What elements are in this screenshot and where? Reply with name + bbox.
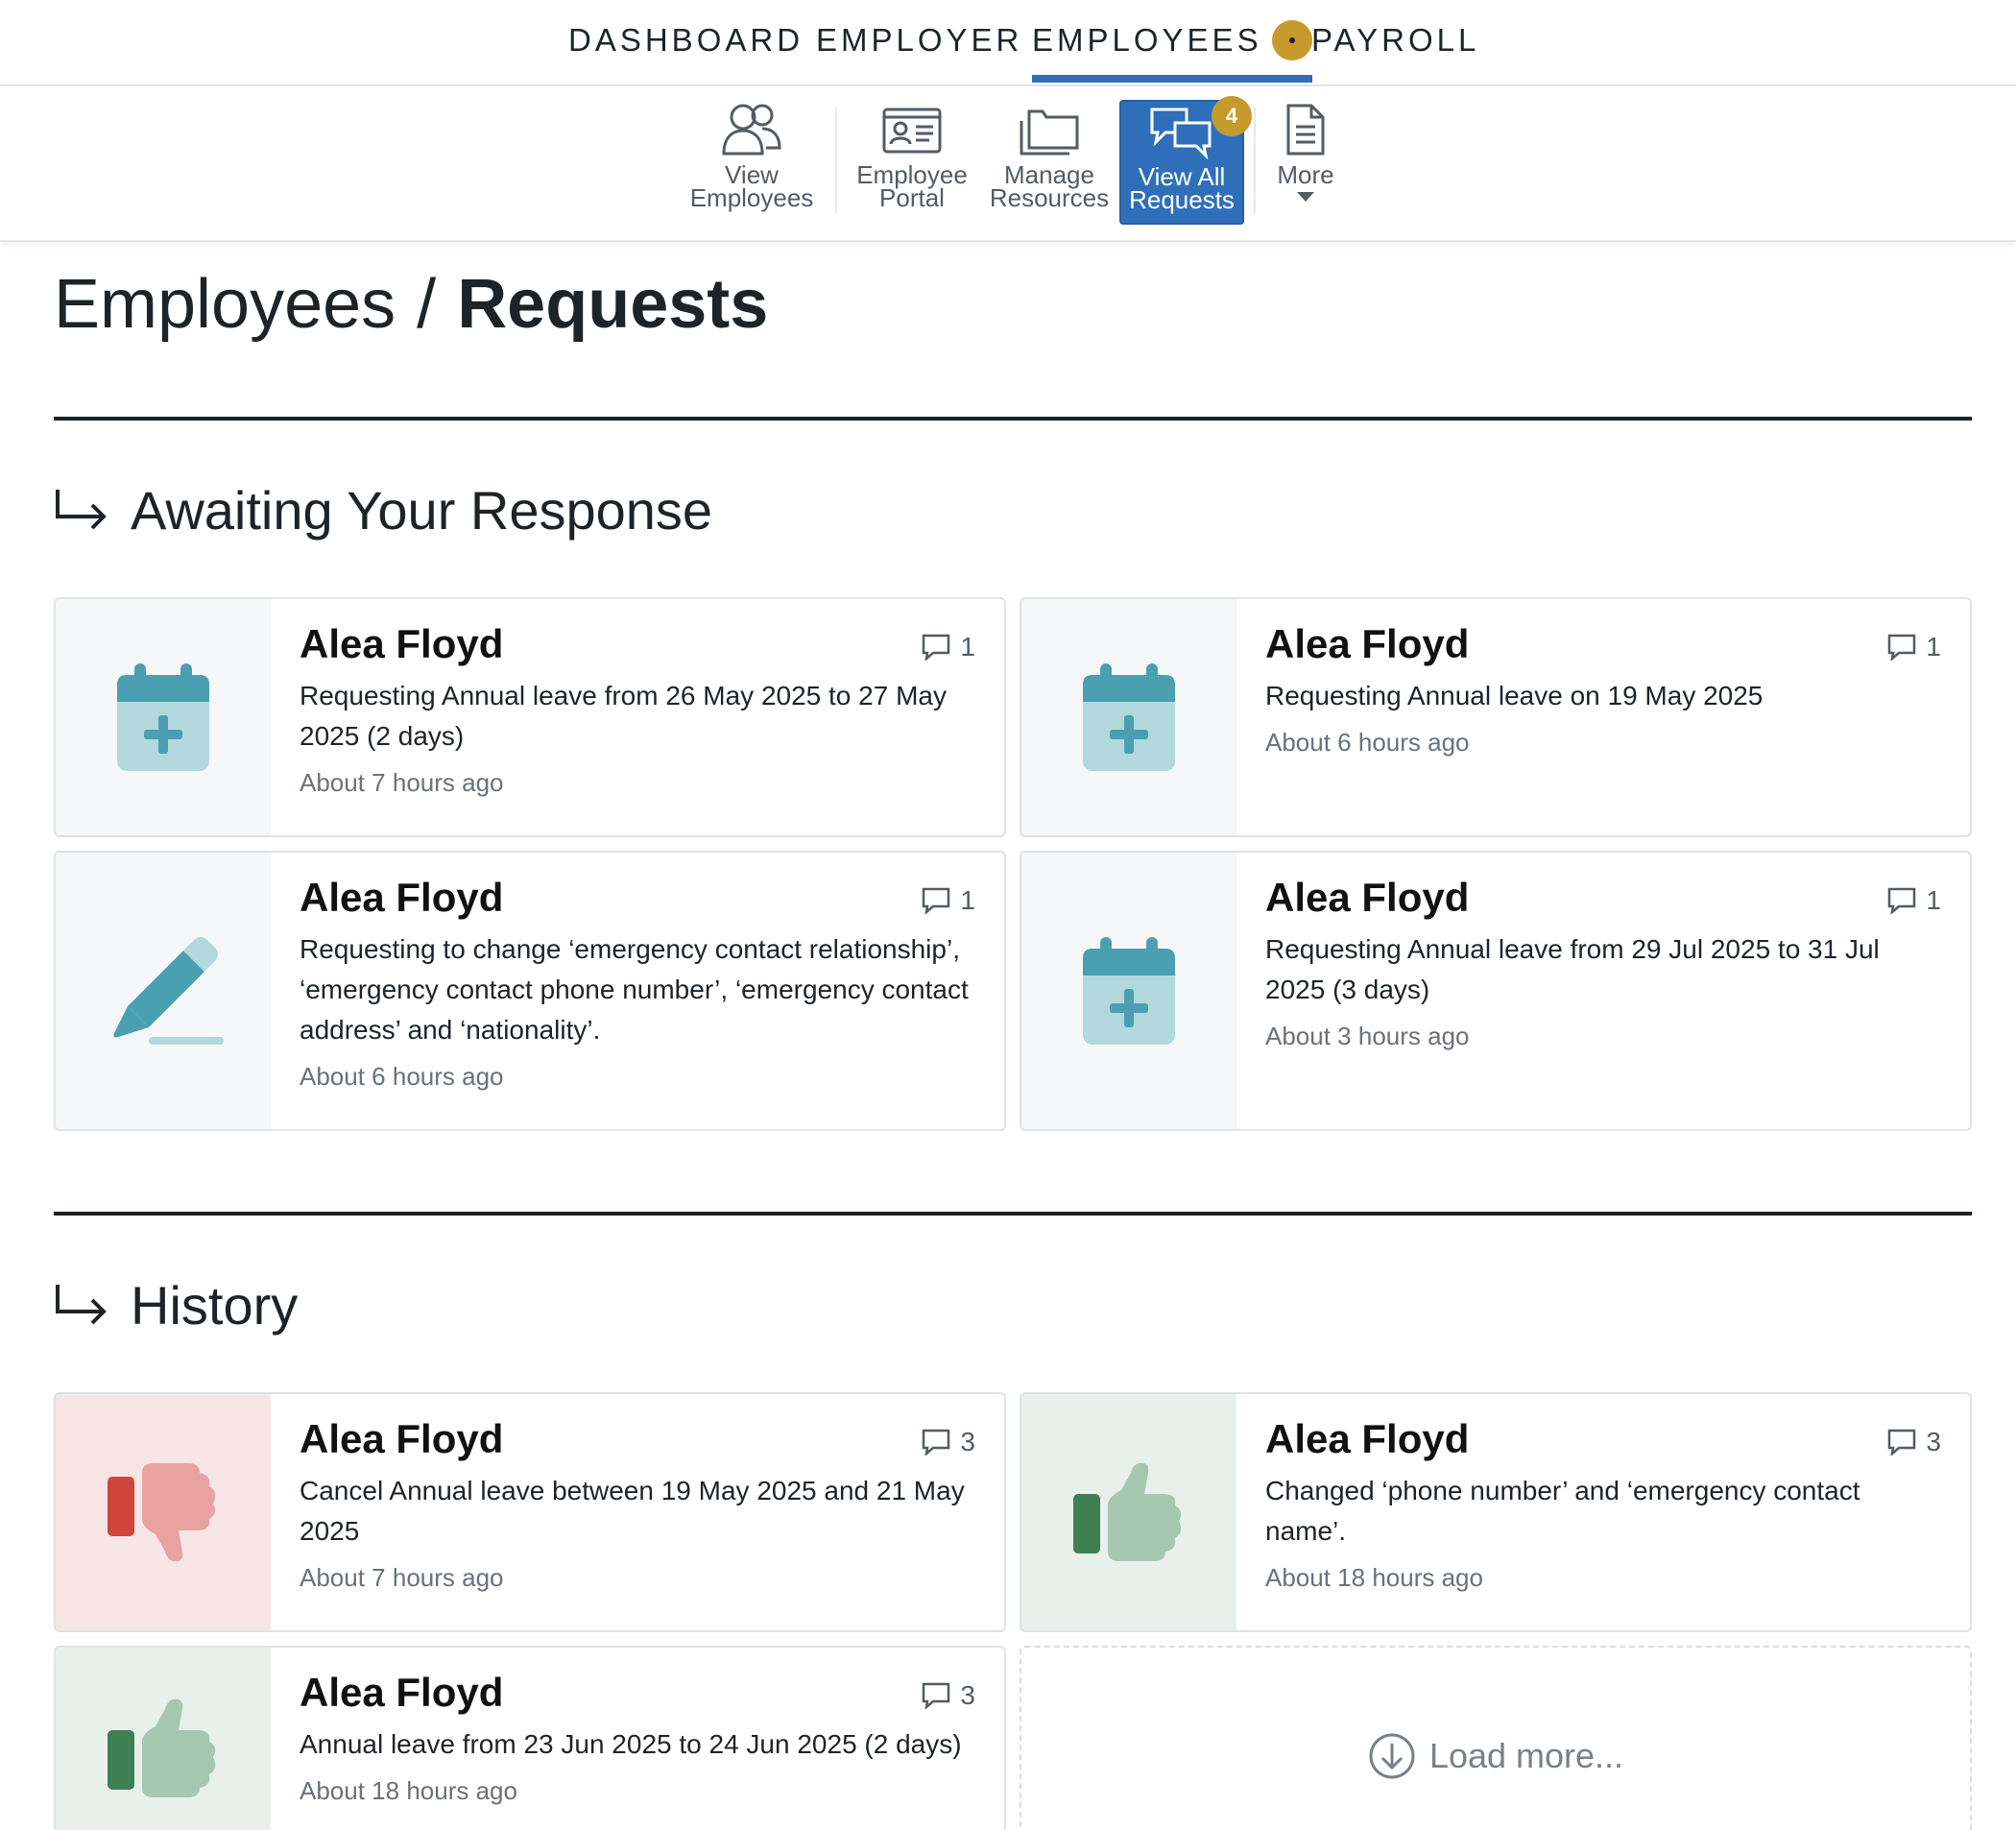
tool-manage-resources-line1: Manage [1004, 160, 1094, 189]
nav-employees-label: EMPLOYEES [1032, 22, 1262, 58]
request-description: Requesting Annual leave from 26 May 2025 to 27 May 2025 (2 days) [300, 681, 947, 751]
card-body [300, 1669, 979, 1805]
thumbs-down-icon [106, 1459, 221, 1565]
section-divider [54, 1212, 1972, 1216]
request-time: About 6 hours ago [300, 1062, 504, 1091]
nav-payroll[interactable] [1311, 19, 1479, 83]
card-body [300, 620, 979, 797]
tool-employee-portal-line2: Portal [879, 183, 945, 212]
tool-manage-resources[interactable] [989, 102, 1110, 212]
request-time: About 3 hours ago [1265, 1022, 1470, 1050]
request-time: About 6 hours ago [1265, 728, 1470, 757]
card-icon-area [1021, 1394, 1236, 1630]
request-card[interactable] [1020, 851, 1972, 1131]
history-section-header [54, 1271, 298, 1338]
request-description: Requesting Annual leave from 29 Jul 2025 to 31 Jul 2025 (3 days) [1265, 934, 1880, 1004]
history-heading: History [131, 1274, 299, 1336]
nav-employer-label: EMPLOYER [816, 22, 1023, 58]
users-icon [720, 102, 783, 157]
card-icon-area [56, 599, 271, 835]
breadcrumb-separator: / [417, 266, 437, 343]
nav-dashboard-label: DASHBOARD [568, 22, 804, 58]
requests-count-badge: 4 [1212, 96, 1252, 136]
toolbar-divider [1254, 108, 1256, 213]
awaiting-section-header [54, 476, 712, 543]
arrow-return-icon [54, 1281, 109, 1329]
thumbs-up-icon [1071, 1459, 1187, 1565]
nav-payroll-label: PAYROLL [1311, 22, 1480, 58]
request-time: About 7 hours ago [300, 768, 504, 797]
request-card[interactable] [54, 597, 1006, 837]
card-body [1265, 1415, 1945, 1592]
request-time: About 7 hours ago [300, 1563, 504, 1592]
tool-manage-resources-line2: Resources [989, 183, 1110, 212]
tool-view-employees-line1: View [725, 160, 779, 189]
breadcrumb-current: Requests [457, 266, 769, 343]
nav-employer[interactable] [816, 19, 1022, 83]
requester-name: Alea Floyd [300, 621, 504, 666]
history-card[interactable] [54, 1392, 1006, 1632]
request-card[interactable] [1020, 597, 1972, 837]
request-description: Requesting Annual leave on 19 May 2025 [1265, 681, 1764, 710]
request-time: About 18 hours ago [1265, 1563, 1483, 1592]
arrow-down-circle-icon [1368, 1732, 1416, 1780]
nav-employees[interactable] [1032, 19, 1312, 83]
document-icon [1283, 102, 1329, 157]
request-card[interactable] [54, 851, 1006, 1131]
card-body [300, 874, 979, 1091]
arrow-return-icon [54, 486, 109, 534]
request-description: Changed ‘phone number’ and ‘emergency contact name’. [1265, 1476, 1860, 1546]
sub-toolbar [0, 86, 2016, 242]
requester-name: Alea Floyd [1265, 621, 1470, 666]
requester-name: Alea Floyd [1265, 1416, 1470, 1461]
tool-view-employees-line2: Employees [689, 183, 814, 212]
card-icon-area [56, 853, 271, 1129]
toolbar-divider [835, 108, 837, 213]
tool-view-all-requests-line2: Requests [1129, 185, 1235, 214]
calendar-plus-icon [115, 662, 211, 773]
requester-name: Alea Floyd [300, 875, 504, 920]
comment-count-value: 1 [1926, 632, 1941, 662]
pencil-icon [101, 933, 226, 1048]
tool-more[interactable] [1265, 102, 1346, 202]
awaiting-heading: Awaiting Your Response [131, 479, 713, 541]
comment-count-value: 3 [960, 1680, 975, 1710]
page-title [54, 261, 768, 348]
requester-name: Alea Floyd [300, 1416, 504, 1461]
nav-dashboard[interactable] [568, 19, 804, 83]
card-body [300, 1415, 979, 1592]
requester-name: Alea Floyd [1265, 875, 1470, 920]
calendar-plus-icon [1081, 935, 1177, 1047]
request-time: About 18 hours ago [300, 1776, 517, 1805]
card-icon-area [1021, 599, 1236, 835]
card-icon-area [56, 1394, 271, 1630]
nav-employees-badge [1272, 20, 1312, 60]
request-description: Requesting to change ‘emergency contact relationship’, ‘emergency contact phone number’, ‘emergency contact address’ and ‘nationality’. [300, 934, 969, 1045]
id-card-icon [881, 102, 943, 157]
calendar-plus-icon [1081, 662, 1177, 773]
folders-icon [1018, 102, 1081, 157]
requester-name: Alea Floyd [300, 1670, 504, 1715]
tool-view-all-requests[interactable] [1119, 100, 1244, 225]
load-more-label: Load more... [1428, 1736, 1624, 1775]
comment-count-value: 1 [1926, 885, 1941, 915]
tool-employee-portal[interactable] [852, 102, 972, 212]
comment-count-value: 3 [1926, 1427, 1941, 1457]
card-body [1265, 620, 1945, 757]
comment-count-value: 1 [960, 885, 975, 915]
tool-more-label: More [1277, 160, 1334, 189]
card-icon-area [56, 1648, 271, 1830]
chat-bubbles-icon [1148, 104, 1215, 159]
card-icon-area [1021, 853, 1236, 1129]
request-description: Cancel Annual leave between 19 May 2025 and 21 May 2025 [300, 1476, 965, 1546]
top-navigation [0, 0, 2016, 86]
tool-view-all-requests-line1: View All [1138, 162, 1226, 191]
thumbs-up-icon [106, 1696, 221, 1801]
section-divider [54, 417, 1972, 421]
card-body [1265, 874, 1945, 1050]
history-card[interactable] [1020, 1392, 1972, 1632]
tool-employee-portal-line1: Employee [856, 160, 968, 189]
tool-view-employees[interactable] [687, 102, 816, 212]
caret-down-icon [1297, 192, 1314, 202]
history-card[interactable] [54, 1646, 1006, 1830]
load-more-button[interactable] [1020, 1646, 1972, 1830]
request-description: Annual leave from 23 Jun 2025 to 24 Jun 2025 (2 days) [300, 1729, 962, 1759]
breadcrumb-employees[interactable]: Employees [54, 266, 396, 343]
comment-count-value: 3 [960, 1427, 975, 1457]
comment-count-value: 1 [960, 632, 975, 662]
